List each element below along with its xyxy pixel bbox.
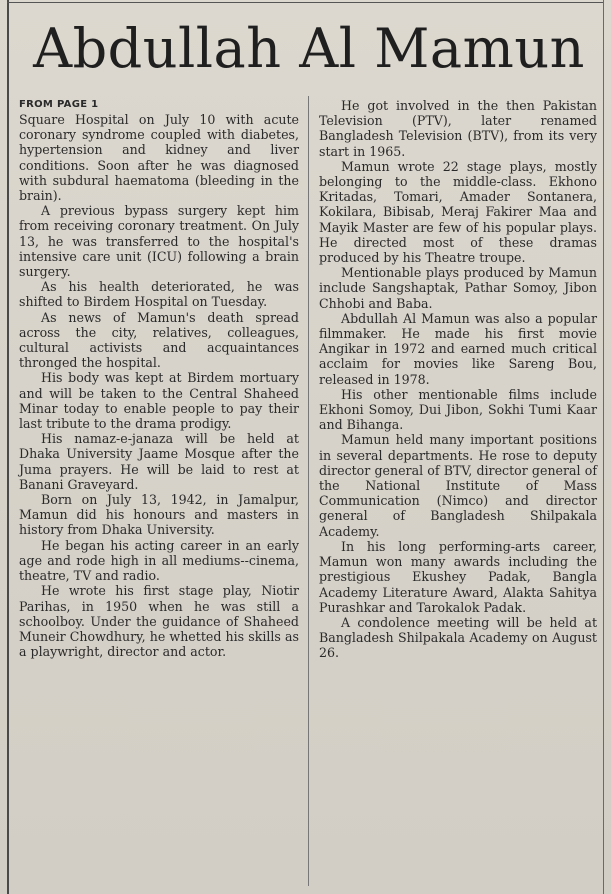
article-paragraph: In his long performing-arts career, Mamun won many awards including the prestigious Ekushey Padak, Bangla Academy Literature Award, Alakta Sahitya Purashkar and Tarokalok Padak.	[319, 538, 597, 615]
article-paragraph: His other mentionable films include Ekhoni Somoy, Dui Jibon, Sokhi Tumi Kaar and Bihanga.	[319, 386, 597, 433]
article-column-right	[319, 98, 597, 661]
article-column-left	[19, 98, 299, 659]
article-paragraph: His body was kept at Birdem mortuary and will be taken to the Central Shaheed Minar today to enable people to pay their last tribute to the drama prodigy.	[19, 370, 299, 432]
column-divider	[308, 96, 309, 886]
article-paragraph: Abdullah Al Mamun was also a popular filmmaker. He made his first movie Angikar in 1972 and earned much critical acclaim for movies like Sareng Bou, released in 1978.	[319, 310, 597, 387]
article-paragraph: Mentionable plays produced by Mamun include Sangshaptak, Pathar Somoy, Jibon Chhobi and Baba.	[319, 265, 597, 311]
left-border-rule	[7, 0, 9, 894]
right-border-rule	[603, 0, 604, 894]
article-paragraph: As news of Mamun's death spread across the city, relatives, colleagues, cultural activists and acquaintances thronged the hospital.	[19, 309, 299, 371]
continuation-kicker: FROM PAGE 1	[19, 99, 99, 110]
article-paragraph: He wrote his first stage play, Niotir Parihas, in 1950 when he was still a schoolboy. Under the guidance of Shaheed Muneir Chowdhury, he whetted his skills as a playwright, director and actor.	[19, 583, 299, 660]
article-paragraph: Mamun wrote 22 stage plays, mostly belonging to the middle-class. Ekhono Kritadas, Tomari, Amader Sontanera, Kokilara, Bibisab, Meraj Fakirer Maa and Mayik Master are few of his popular plays. He directed most of these dramas produced by his Theatre troupe.	[319, 158, 597, 266]
article-paragraph: Square Hospital on July 10 with acute coronary syndrome coupled with diabetes, hypertension and kidney and liver conditions. Soon after he was diagnosed with subdural haematoma (bleeding in the brain).	[19, 112, 299, 204]
top-border-rule	[7, 2, 604, 3]
article-paragraph: He began his acting career in an early age and rode high in all mediums--cinema, theatre, TV and radio.	[19, 537, 299, 584]
article-paragraph: Born on July 13, 1942, in Jamalpur, Mamun did his honours and masters in history from Dhaka University.	[19, 492, 299, 538]
article-paragraph: A condolence meeting will be held at Bangladesh Shilpakala Academy on August 26.	[319, 614, 597, 661]
article-paragraph: A previous bypass surgery kept him from receiving coronary treatment. On July 13, he was transferred to the hospital's intensive care unit (ICU) following a brain surgery.	[19, 203, 299, 280]
article-paragraph: He got involved in the then Pakistan Television (PTV), later renamed Bangladesh Television (BTV), from its very start in 1965.	[319, 98, 597, 159]
article-headline: Abdullah Al Mamun	[33, 17, 585, 80]
article-paragraph: As his health deteriorated, he was shifted to Birdem Hospital on Tuesday.	[19, 279, 299, 310]
article-paragraph: His namaz-e-janaza will be held at Dhaka University Jaame Mosque after the Juma prayers. He will be laid to rest at Banani Graveyard.	[19, 431, 299, 492]
article-paragraph: Mamun held many important positions in several departments. He rose to deputy director general of BTV, director general of the National Institute of Mass Communication (Nimco) and director general of Bangladesh Shilpakala Academy.	[319, 432, 597, 539]
